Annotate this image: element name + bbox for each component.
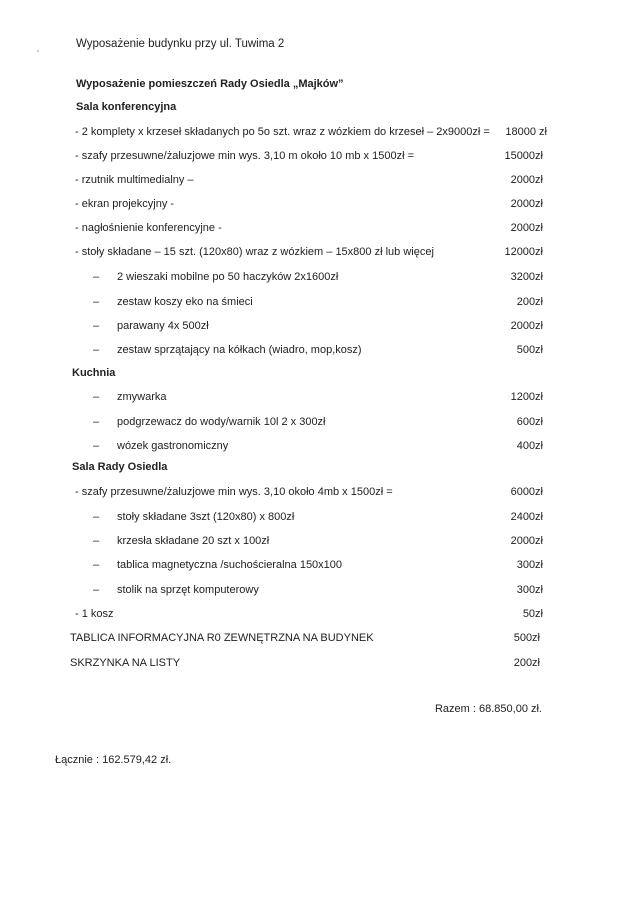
item-description: - stoły składane – 15 szt. (120x80) wraz z wózkiem – 15x800 zł lub więcej (75, 246, 434, 258)
item-price: 500zł (513, 632, 540, 644)
section-heading: Sala Rady Osiedla (72, 461, 168, 473)
item-description: wózek gastronomiczny (117, 440, 229, 452)
item-price: 18000 zł (505, 126, 547, 138)
item-description: tablica magnetyczna /suchościeralna 150x100 (117, 559, 343, 571)
item-price: 12000zł (504, 246, 543, 258)
item-price: 6000zł (510, 486, 543, 498)
section-heading: Kuchnia (72, 367, 116, 379)
item-price: 50zł (522, 608, 543, 620)
bullet-dash: – (93, 391, 100, 403)
bullet-dash: – (93, 535, 100, 547)
item-price: 15000zł (504, 150, 543, 162)
item-price: 2000zł (510, 320, 543, 332)
item-price: 1200zł (510, 391, 543, 403)
item-price: 300zł (516, 559, 543, 571)
item-description: - rzutnik multimedialny – (75, 174, 194, 186)
item-description: - szafy przesuwne/żaluzjowe min wys. 3,10 około 4mb x 1500zł = (75, 486, 393, 498)
bullet-dash: – (93, 344, 100, 356)
bullet-dash: – (93, 440, 100, 452)
item-description: zmywarka (117, 391, 167, 403)
item-description: - ekran projekcyjny - (75, 198, 175, 210)
item-description: - nagłośnienie konferencyjne - (75, 222, 222, 234)
item-price: 200zł (516, 296, 543, 308)
item-price: 3200zł (510, 271, 543, 283)
item-price: 300zł (516, 584, 543, 596)
item-description: TABLICA INFORMACYJNA R0 ZEWNĘTRZNA NA BUDYNEK (70, 632, 374, 644)
item-description: zestaw koszy eko na śmieci (117, 296, 253, 308)
section-heading: Sala konferencyjna (76, 101, 177, 113)
item-description: stoły składane 3szt (120x80) x 800zł (117, 511, 295, 523)
item-price: 400zł (516, 440, 543, 452)
item-description: stolik na sprzęt komputerowy (117, 584, 259, 596)
item-description: 2 wieszaki mobilne po 50 haczyków 2x1600zł (117, 271, 339, 283)
item-price: 2400zł (510, 511, 543, 523)
item-description: - szafy przesuwne/żaluzjowe min wys. 3,10 m około 10 mb x 1500zł = (75, 150, 415, 162)
item-price: 2000zł (510, 198, 543, 210)
item-price: 2000zł (510, 222, 543, 234)
item-price: 500zł (516, 344, 543, 356)
subtotal: Razem : 68.850,00 zł. (434, 703, 542, 715)
item-description: - 2 komplety x krzeseł składanych po 5o szt. wraz z wózkiem do krzeseł – 2x9000zł = (75, 126, 490, 138)
item-description: - 1 kosz (75, 608, 114, 620)
scan-speck (37, 50, 39, 52)
item-description: podgrzewacz do wody/warnik 10l 2 x 300zł (117, 416, 326, 428)
bullet-dash: – (93, 416, 100, 428)
bullet-dash: – (93, 271, 100, 283)
bullet-dash: – (93, 584, 100, 596)
document-title: Wyposażenie budynku przy ul. Tuwima 2 (76, 38, 285, 50)
item-description: SKRZYNKA NA LISTY (70, 657, 181, 669)
grand-total: Łącznie : 162.579,42 zł. (55, 754, 172, 766)
bullet-dash: – (93, 511, 100, 523)
item-description: parawany 4x 500zł (117, 320, 209, 332)
section-title: Wyposażenie pomieszczeń Rady Osiedla „Majków” (76, 78, 344, 90)
item-price: 2000zł (510, 535, 543, 547)
item-price: 2000zł (510, 174, 543, 186)
item-description: krzesła składane 20 szt x 100zł (117, 535, 270, 547)
item-price: 200zł (513, 657, 540, 669)
bullet-dash: – (93, 320, 100, 332)
item-price: 600zł (516, 416, 543, 428)
item-description: zestaw sprzątający na kółkach (wiadro, mop,kosz) (117, 344, 362, 356)
bullet-dash: – (93, 296, 100, 308)
bullet-dash: – (93, 559, 100, 571)
